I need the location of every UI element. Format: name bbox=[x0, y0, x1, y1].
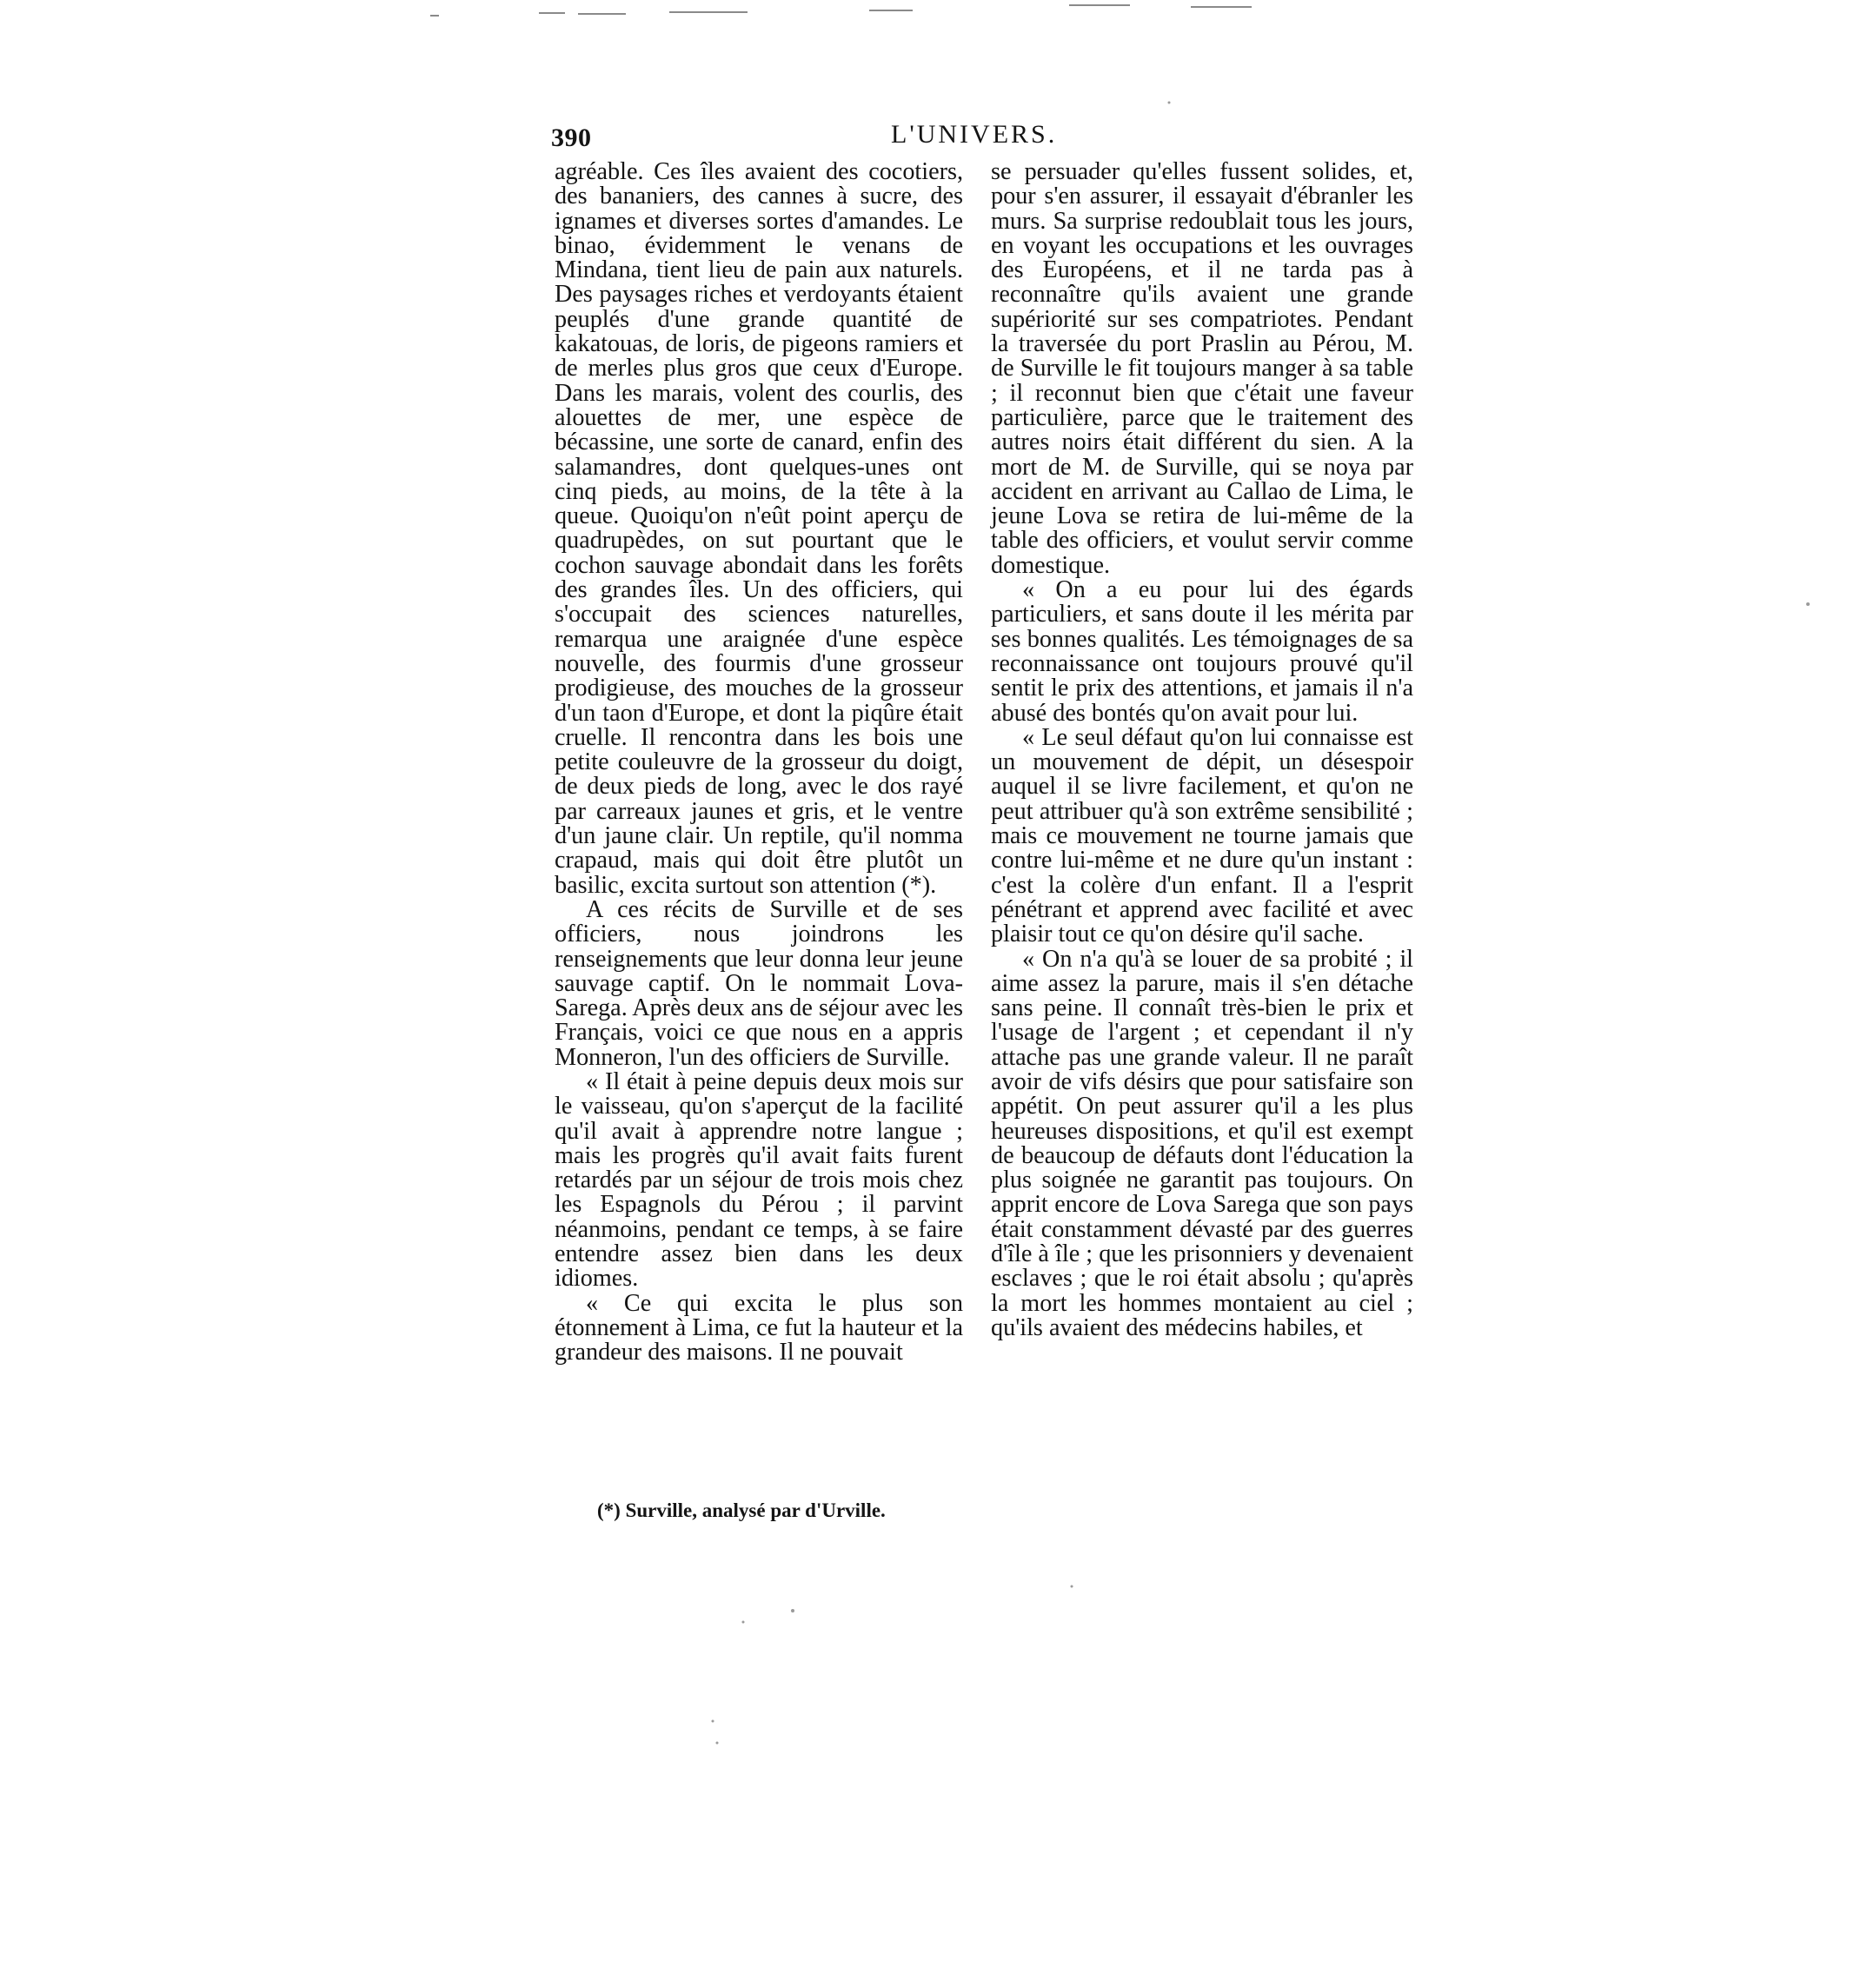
paragraph: agréable. Ces îles avaient des cocotiers, des bananiers, des cannes à sucre, des ignames et diverses sortes d'amandes. Le binao, évidemment le venans de Mindana, tient lieu de pain aux naturels. Des paysages riches et verdoyants étaient peuplés d'une grande quantité de kakatouas, de loris, de pigeons ramiers et de merles plus gros que ceux d'Europe. Dans les marais, volent des courlis, des alouettes de mer, une espèce de bécassine, une sorte de canard, enfin des salamandres, dont quelques-unes ont cinq pieds, au moins, de la tête à la queue. Quoiqu'on n'eût point aperçu de quadrupèdes, on sut pourtant que le cochon sauvage abondait dans les forêts des grandes îles. Un des officiers, qui s'occupait des sciences naturelles, remarqua une araignée d'une espèce nouvelle, des fourmis d'une grosseur prodigieuse, des mouches de la grosseur d'un taon d'Europe, et dont la piqûre était cruelle. Il rencontra dans les bois une petite couleuvre de la grosseur du doigt, de deux pieds de long, avec le dos rayé par carreaux jaunes et gris, et le ventre d'un jaune clair. Un reptile, qu'il nomma crapaud, mais qui doit être plutôt un basilic, excita surtout son attention (*). bbox=[555, 158, 963, 899]
paragraph: « Ce qui excita le plus son étonnement à Lima, ce fut la hauteur et la grandeur des maisons. Il ne pouvait bbox=[555, 1289, 963, 1366]
paragraph: « Il était à peine depuis deux mois sur le vaisseau, qu'on s'aperçut de la facilité qu'il avait à apprendre notre langue ; mais les progrès qu'il avait faits furent retardés par un séjour de trois mois chez les Espagnols du Pérou ; il parvint néanmoins, pendant ce temps, à se faire entendre assez bien dans les deux idiomes. bbox=[555, 1067, 963, 1293]
left-text-column bbox=[555, 160, 963, 1366]
paragraph: A ces récits de Surville et de ses officiers, nous joindrons les renseignements que leur donna leur jeune sauvage captif. On le nommait Lova-Sarega. Après deux ans de séjour avec les Français, voici ce que nous en a appris Monneron, l'un des officiers de Surville. bbox=[555, 895, 963, 1071]
paragraph: « On n'a qu'à se louer de sa probité ; il aime assez la parure, mais il s'en détache sans peine. Il connaît très-bien le prix et l'usage de l'argent ; et cependant il n'y attache pas une grande valeur. Il ne paraît avoir de vifs désirs que pour satisfaire son appétit. On peut assurer qu'il a les plus heureuses dispositions, et qu'il est exempt de beaucoup de défauts dont l'éducation la plus soignée ne garantit pas toujours. On apprit encore de Lova Sarega que son pays était constamment dévasté par des guerres d'île à île ; que les prisonniers y devenaient esclaves ; que le roi était absolu ; qu'après la mort les hommes montaient au ciel ; qu'ils avaient des médecins habiles, et bbox=[991, 945, 1413, 1341]
paragraph: se persuader qu'elles fussent solides, et, pour s'en assurer, il essayait d'ébranler les murs. Sa surprise redoublait tous les jours, en voyant les occupations et les ouvrages des Européens, et il ne tarda pas à reconnaître qu'ils avaient une grande supériorité sur ses compatriotes. Pendant la traversée du port Praslin au Pérou, M. de Surville le fit toujours manger à sa table ; il reconnut bien que c'était une faveur particulière, parce que le traitement des autres noirs était différent du sien. A la mort de M. de Surville, qui se noya par accident en arrivant au Callao de Lima, le jeune Lova se retira de lui-même de la table des officiers, et voulut servir comme domestique. bbox=[991, 158, 1413, 579]
page-number: 390 bbox=[551, 123, 592, 152]
paragraph: « On a eu pour lui des égards particuliers, et sans doute il les mérita par ses bonnes qualités. Les témoignages de sa reconnaissance ont toujours prouvé qu'il sentit le prix des attentions, et jamais il n'a abusé des bontés qu'on avait pour lui. bbox=[991, 576, 1413, 727]
footnote: (*) Surville, analysé par d'Urville. bbox=[597, 1499, 886, 1521]
running-title: L'UNIVERS. bbox=[891, 120, 1058, 149]
right-text-column bbox=[991, 160, 1413, 1340]
paragraph: « Le seul défaut qu'on lui connaisse est un mouvement de dépit, un désespoir auquel il se livre facilement, et qu'on ne peut attribuer qu'à son extrême sensibilité ; mais ce mouvement ne tourne jamais que contre lui-même et ne dure qu'un instant : c'est la colère d'un enfant. Il a l'esprit pénétrant et apprend avec facilité et avec plaisir tout ce qu'on désire qu'il sache. bbox=[991, 723, 1413, 948]
